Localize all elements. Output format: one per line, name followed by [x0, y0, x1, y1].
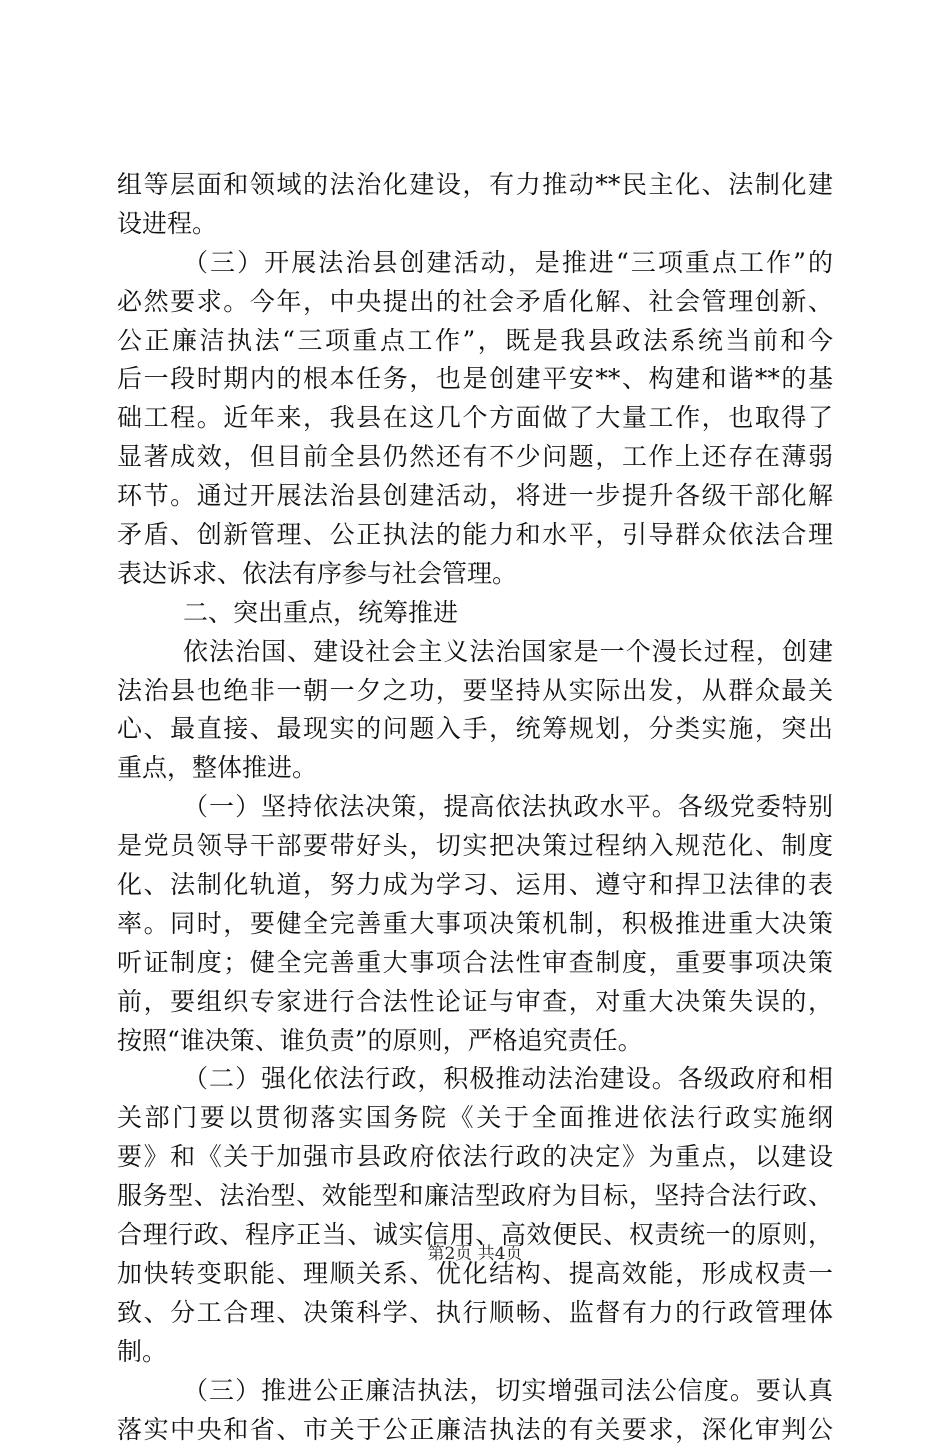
text-line: 率。同时，要健全完善重大事项决策机制，积极推进重大决策	[117, 905, 833, 944]
text-line: 公正廉洁执法“三项重点工作”，既是我县政法系统当前和今	[117, 322, 833, 361]
text-line: 心、最直接、最现实的问题入手，统筹规划，分类实施，突出	[117, 710, 833, 749]
text-line: 法治县也绝非一朝一夕之功，要坚持从实际出发，从群众最关	[117, 672, 833, 711]
text-line: 矛盾、创新管理、公正执法的能力和水平，引导群众依法合理	[117, 516, 833, 555]
text-line: 重点，整体推进。	[117, 749, 833, 788]
page-number-footer: 第2页 共4页	[0, 1242, 950, 1266]
text-line: 要》和《关于加强市县政府依法行政的决定》为重点，以建设	[117, 1138, 833, 1177]
paragraph-start-line: （三）开展法治县创建活动，是推进“三项重点工作”的	[117, 244, 833, 283]
text-line: 是党员领导干部要带好头，切实把决策过程纳入规范化、制度	[117, 827, 833, 866]
text-line: 加快转变职能、理顺关系、优化结构、提高效能，形成权责一	[117, 1255, 833, 1294]
paragraph-start-line: （一）坚持依法决策，提高依法执政水平。各级党委特别	[117, 788, 833, 827]
text-line: 组等层面和领域的法治化建设，有力推动**民主化、法制化建	[117, 166, 833, 205]
text-line: 显著成效，但目前全县仍然还有不少问题，工作上还存在薄弱	[117, 438, 833, 477]
text-line: 必然要求。今年，中央提出的社会矛盾化解、社会管理创新、	[117, 283, 833, 322]
text-line: 化、法制化轨道，努力成为学习、运用、遵守和捍卫法律的表	[117, 866, 833, 905]
text-line: 环节。通过开展法治县创建活动，将进一步提升各级干部化解	[117, 477, 833, 516]
text-line: 设进程。	[117, 205, 833, 244]
text-line: 听证制度；健全完善重大事项合法性审查制度，重要事项决策	[117, 944, 833, 983]
text-line: 关部门要以贯彻落实国务院《关于全面推进依法行政实施纲	[117, 1099, 833, 1138]
text-line: 致、分工合理、决策科学、执行顺畅、监督有力的行政管理体	[117, 1294, 833, 1333]
text-line: 后一段时期内的根本任务，也是创建平安**、构建和谐**的基	[117, 360, 833, 399]
paragraph-start-line: （二）强化依法行政，积极推动法治建设。各级政府和相	[117, 1060, 833, 1099]
text-line: 表达诉求、依法有序参与社会管理。	[117, 555, 833, 594]
paragraph-start-line: （三）推进公正廉洁执法，切实增强司法公信度。要认真	[117, 1372, 833, 1411]
paragraph-start-line: 依法治国、建设社会主义法治国家是一个漫长过程，创建	[117, 633, 833, 672]
text-line: 按照“谁决策、谁负责”的原则，严格追究责任。	[117, 1022, 833, 1061]
text-line: 落实中央和省、市关于公正廉洁执法的有关要求，深化审判公	[117, 1411, 833, 1449]
text-line: 制。	[117, 1333, 833, 1372]
text-line: 合理行政、程序正当、诚实信用、高效便民、权责统一的原则，	[117, 1216, 833, 1255]
text-line: 前，要组织专家进行合法性论证与审查，对重大决策失误的，	[117, 983, 833, 1022]
section-heading: 二、突出重点，统筹推进	[117, 594, 833, 633]
text-line: 础工程。近年来，我县在这几个方面做了大量工作，也取得了	[117, 399, 833, 438]
text-line: 服务型、法治型、效能型和廉洁型政府为目标，坚持合法行政、	[117, 1177, 833, 1216]
